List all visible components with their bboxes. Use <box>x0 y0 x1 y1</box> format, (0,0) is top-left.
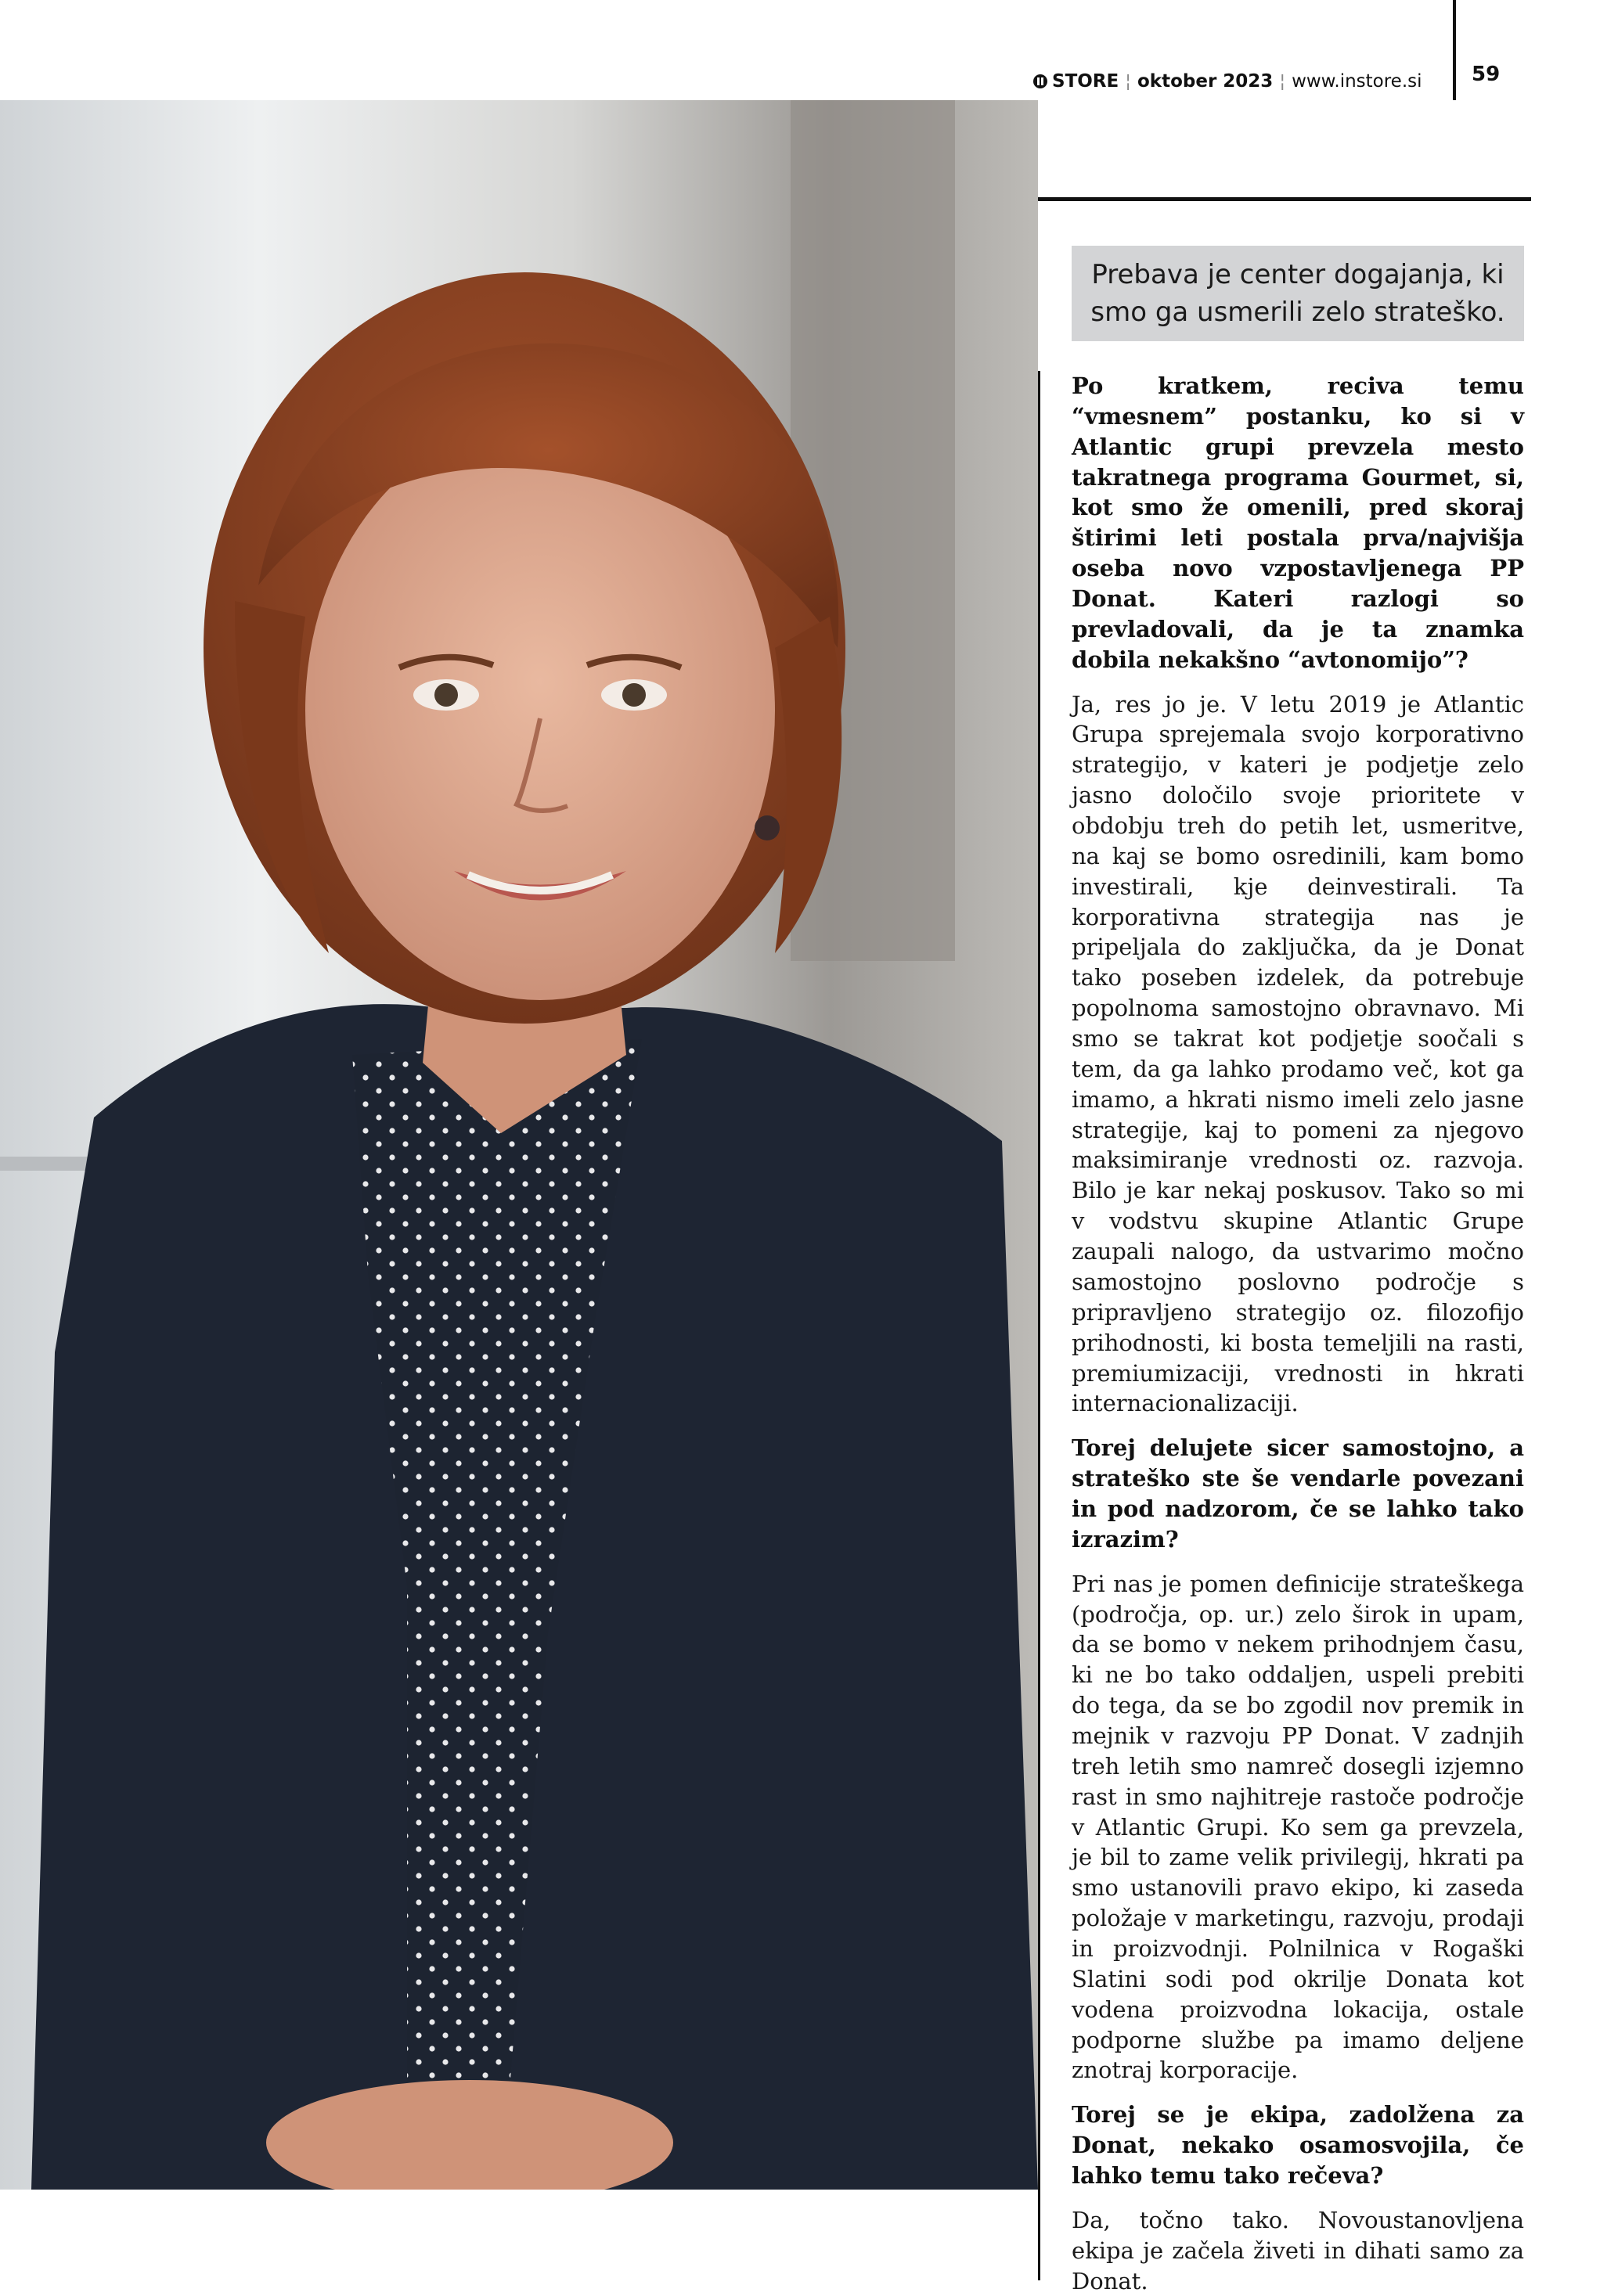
column-divider <box>1038 371 1040 2280</box>
interview-answer: Pri nas je pomen definicije strateškega (področja, op. ur.) zelo širok in upam, da se bomo v nekem prihodnjem času, ki ne bo tako oddaljen, uspeli prebiti do tega, da se bo zgodil nov premik in mejnik v razvoju PP Donat. V zadnjih treh letih smo namreč dosegli izjemno rast in smo najhitreje rastoče področje v Atlantic Grupi. Ko sem ga prevzela, je bil to zame velik privilegij, hkrati pa smo ustanovili pravo ekipo, ki zaseda položaje v marketingu, razvoju, prodaji in proizvodnji. Polnilnica v Rogaški Slatini sodi pod okrilje Donata kot vodena proizvodna lokacija, ostale podporne službe pa imamo deljene znotraj korporacije. <box>1072 1570 1524 2084</box>
page-header <box>1033 66 1425 97</box>
portrait-photo-icon <box>0 100 1038 2190</box>
website-link[interactable]: www.instore.si <box>1292 71 1422 92</box>
header-separator: ¦ <box>1125 71 1131 92</box>
instore-logo-icon <box>1033 74 1047 88</box>
header-divider <box>1453 0 1456 100</box>
interview-question: Torej se je ekipa, zadolžena za Donat, nekako osamosvojila, če lahko temu tako rečeva? <box>1072 2101 1524 2189</box>
interview-answer: Da, točno tako. Novoustanovljena ekipa je začela živeti in dihati samo za Donat. <box>1072 2206 1524 2294</box>
article-body <box>1072 371 1524 2294</box>
header-separator: ¦ <box>1279 71 1286 92</box>
interview-answer: Ja, res jo je. V letu 2019 je Atlantic Grupa sprejemala svojo korporativno strategijo, v kateri je podjetje zelo jasno določilo svoje prioritete v obdobju treh do petih let, usmeritve, na kaj se bomo osredinili, kam bomo investirali, kje deinvestirali. Ta korporativna strategija nas je pripeljala do zaključka, da je Donat tako poseben izdelek, da potrebuje popolnoma samostojno obravnavo. Mi smo se takrat kot podjetje soočali s tem, da ga lahko prodamo več, kot ga imamo, a hkrati nismo imeli zelo jasne strategije, kaj to pomeni za njegovo maksimiranje vrednosti oz. razvoja. Bilo je kar nekaj poskusov. Tako so mi v vodstvu skupine Atlantic Grupe zaupali nalogo, da ustvarimo močno samostojno poslovno področje s pripravljeno strategijo oz. filozofijo prihodnosti, ki bosta temeljili na rasti, premiumizaciji, vrednosti in hkrati internacionalizaciji. <box>1072 690 1524 1417</box>
interview-question: Po kratkem, reciva temu “vmesnem” postanku, ko si v Atlantic grupi prevzela mesto takratnega programa Gourmet, si, kot smo že omenili, pred skoraj štirimi leti postala prva/najvišja oseba novo vzpostavljenega PP Donat. Kateri razlogi so prevladovali, da je ta znamka dobila nekakšno “avtonomijo”? <box>1072 372 1524 673</box>
page-number: 59 <box>1472 63 1501 86</box>
issue-date: oktober 2023 <box>1137 71 1274 92</box>
brand-name: STORE <box>1052 71 1119 92</box>
section-rule <box>1038 197 1531 201</box>
store-logo <box>1033 71 1119 92</box>
pull-quote: Prebava je center dogajanja, ki smo ga usmerili zelo strateško. <box>1072 246 1524 341</box>
portrait-photo <box>0 100 1038 2190</box>
interview-question: Torej delujete sicer samostojno, a strateško ste še vendarle povezani in pod nadzorom, če se lahko tako izrazim? <box>1072 1434 1524 1553</box>
